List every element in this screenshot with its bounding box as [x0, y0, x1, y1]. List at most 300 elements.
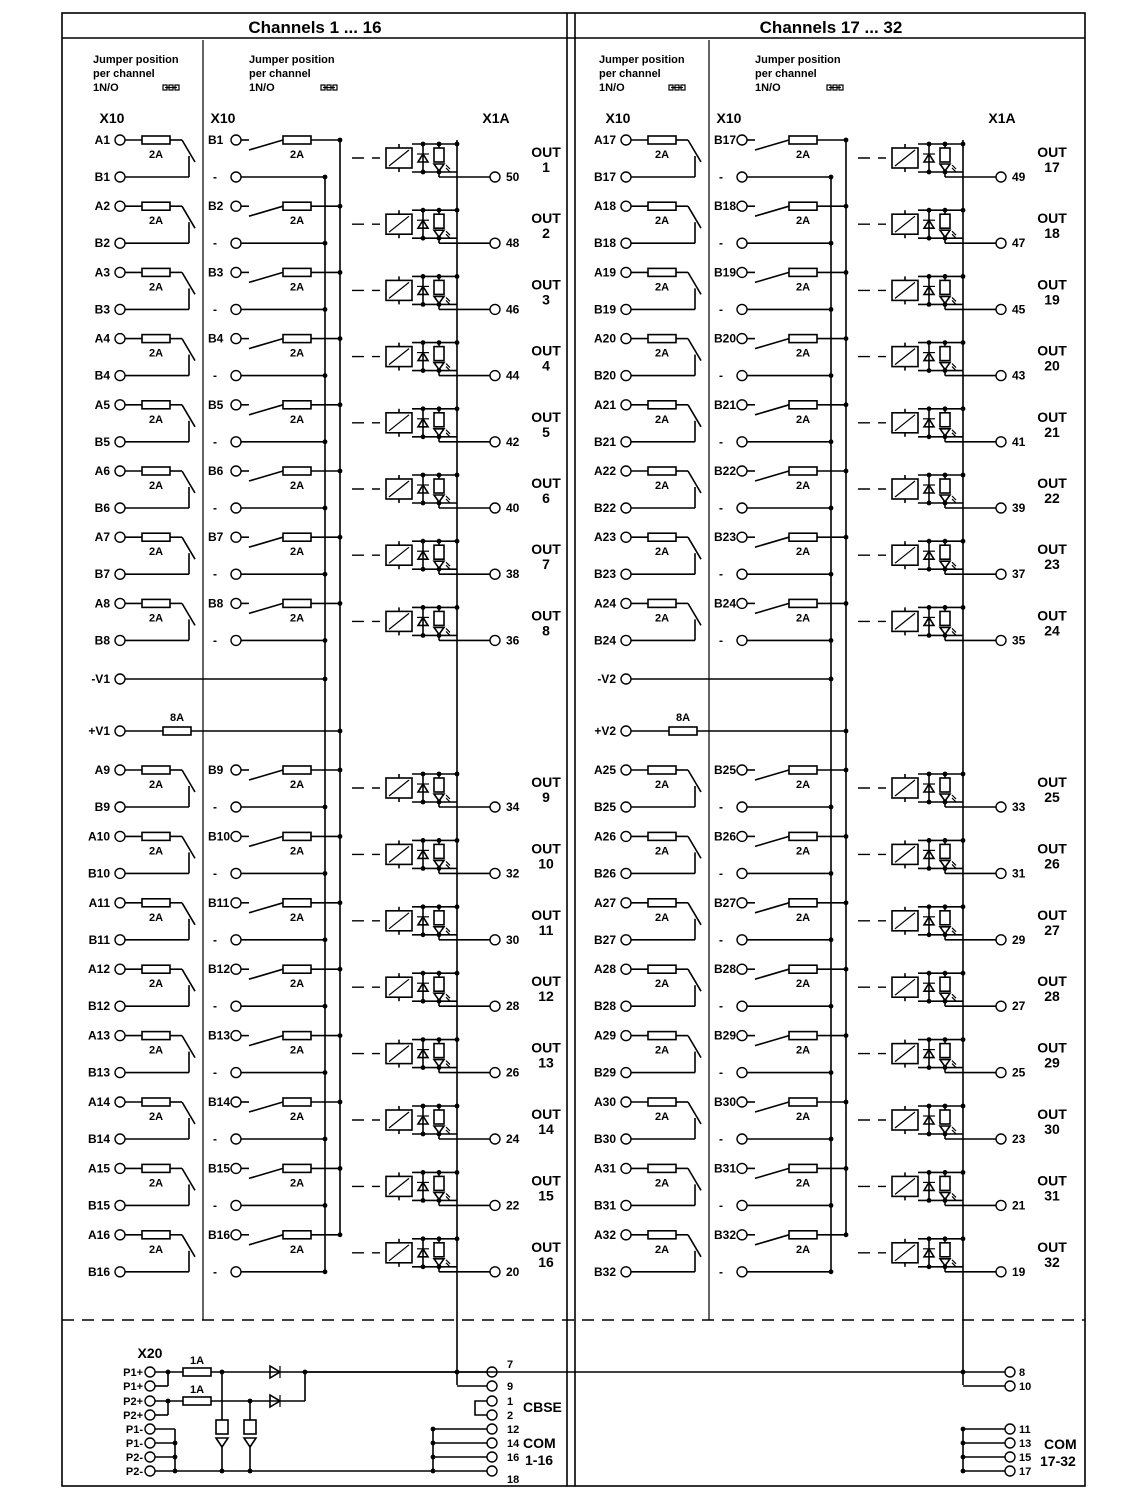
junction-dot — [431, 1455, 436, 1460]
fuse-icon — [142, 467, 170, 475]
resistor-icon — [434, 280, 444, 294]
supply-plus-label: +V2 — [594, 724, 616, 738]
terminal-label-b: B22 — [593, 501, 616, 515]
fuse-icon — [789, 268, 817, 276]
wire — [475, 1401, 487, 1415]
bottom-pin-number: 15 — [1019, 1452, 1032, 1464]
output-terminal — [996, 1001, 1006, 1011]
junction-dot — [844, 204, 849, 209]
fuse-rating: 2A — [148, 978, 164, 991]
terminal-b — [231, 898, 241, 908]
junction-dot — [166, 1399, 171, 1404]
terminal-b — [737, 1031, 747, 1041]
junction-dot — [455, 406, 460, 411]
junction-dot — [338, 535, 343, 540]
terminal-a — [115, 532, 125, 542]
junction-dot — [338, 1100, 343, 1105]
jumper-switch — [249, 1036, 283, 1046]
terminal-b — [115, 802, 125, 812]
terminal-b — [115, 1001, 125, 1011]
output-pin-number: 27 — [1012, 999, 1026, 1014]
junction-dot — [927, 633, 932, 638]
junction-dot — [829, 1070, 834, 1075]
output-terminal — [490, 635, 500, 645]
fuse-rating: 2A — [795, 779, 811, 791]
output-pin-number: 50 — [506, 170, 520, 184]
terminal-label-blank: - — [719, 1264, 723, 1279]
output-channel-number: 28 — [1044, 988, 1060, 1005]
junction-dot — [927, 1037, 932, 1042]
jumper-switch — [249, 471, 283, 481]
output-label: OUT — [531, 342, 561, 359]
terminal-b — [737, 532, 747, 542]
terminal-label-b: B24 — [593, 633, 616, 648]
junction-dot — [437, 142, 442, 147]
resistor-icon — [434, 611, 444, 625]
junction-dot — [421, 368, 426, 373]
junction-dot — [421, 999, 426, 1004]
terminal-label-b: B26 — [593, 866, 616, 881]
terminal-blank — [737, 935, 747, 945]
jumper-switch — [249, 836, 283, 846]
output-label: OUT — [1037, 276, 1067, 293]
resistor-icon — [434, 347, 444, 361]
terminal-label-blank: - — [213, 1198, 217, 1213]
resistor-icon — [940, 280, 950, 294]
output-pin-number: 47 — [1012, 236, 1026, 251]
relay-coil-icon — [389, 1178, 409, 1194]
jumper-switch — [755, 836, 789, 846]
terminal-b — [621, 172, 631, 182]
fuse-rating: 2A — [289, 845, 305, 858]
terminal-b — [737, 1163, 747, 1173]
terminal-a — [115, 400, 125, 410]
bottom-pin-number: 9 — [507, 1381, 514, 1393]
resistor-icon — [434, 214, 444, 228]
junction-dot — [844, 967, 849, 972]
jumper-note: per channel — [93, 68, 155, 80]
terminal-label-b: B13 — [87, 1065, 110, 1080]
output-pin-number: 44 — [506, 368, 520, 383]
header-title-left: Channels 1 ... 16 — [248, 18, 382, 37]
output-label: OUT — [1037, 840, 1067, 857]
terminal-label-a: A13 — [87, 1028, 110, 1043]
output-pin-number: 32 — [506, 866, 520, 881]
fuse-icon — [648, 136, 676, 144]
jumper-switch — [755, 140, 789, 150]
junction-dot — [220, 1370, 225, 1375]
fuse-rating: 2A — [795, 215, 811, 228]
resistor-icon — [216, 1420, 228, 1434]
junction-dot — [844, 270, 849, 275]
terminal-label-a: A21 — [593, 397, 616, 412]
jumper-switch — [249, 1102, 283, 1112]
output-terminal — [490, 503, 500, 513]
terminal-b — [737, 267, 747, 277]
output-pin-number: 49 — [1012, 170, 1026, 184]
fuse-icon — [648, 766, 676, 774]
fuse-rating: 2A — [795, 978, 811, 991]
terminal-label-b: B32 — [593, 1264, 616, 1279]
terminal-b — [231, 1230, 241, 1240]
output-label: OUT — [1037, 1172, 1067, 1189]
fuse-rating: 2A — [654, 281, 670, 294]
terminal-b — [231, 400, 241, 410]
terminal-a — [621, 964, 631, 974]
jumper-note: 1N/O — [93, 82, 119, 94]
terminal-label-a: A4 — [94, 331, 110, 346]
output-channel-number: 7 — [542, 556, 550, 573]
junction-dot — [844, 729, 849, 734]
terminal-label-a: A18 — [593, 199, 616, 214]
header-title-right: Channels 17 ... 32 — [759, 18, 903, 37]
junction-dot — [943, 772, 948, 777]
terminal-label-b: B16 — [208, 1227, 231, 1242]
output-terminal — [490, 304, 500, 314]
fuse-rating: 2A — [289, 1111, 305, 1123]
output-label: OUT — [1037, 1106, 1067, 1122]
terminal-label-blank: - — [213, 932, 217, 947]
terminal-label-a: A16 — [87, 1227, 110, 1242]
junction-dot — [323, 1070, 328, 1075]
fuse-rating: 2A — [289, 612, 305, 625]
output-label: OUT — [1037, 973, 1067, 990]
terminal-b — [115, 172, 125, 182]
output-channel-number: 3 — [542, 291, 550, 308]
terminal-label-a: A25 — [593, 763, 616, 777]
terminal-a — [115, 201, 125, 211]
relay-coil-icon — [389, 1046, 409, 1062]
terminal-b — [621, 1134, 631, 1144]
terminal-blank — [737, 503, 747, 513]
bottom-pin-number: 12 — [507, 1424, 520, 1436]
output-channel-number: 31 — [1044, 1187, 1060, 1204]
x20-terminal — [145, 1466, 155, 1476]
x20-terminal-label: P2- — [125, 1466, 143, 1478]
junction-dot — [829, 1137, 834, 1142]
bottom-terminal — [487, 1381, 497, 1391]
terminal-blank — [737, 1001, 747, 1011]
terminal-b — [231, 1031, 241, 1041]
fuse-rating: 2A — [148, 149, 164, 161]
fuse-icon — [648, 268, 676, 276]
junction-dot — [943, 1037, 948, 1042]
junction-dot — [455, 904, 460, 909]
junction-dot — [961, 772, 966, 777]
relay-coil-icon — [895, 1245, 915, 1261]
fuse-rating: 2A — [654, 413, 670, 426]
junction-dot — [844, 1100, 849, 1105]
relay-coil-icon — [389, 481, 409, 497]
terminal-a — [621, 765, 631, 775]
output-pin-number: 21 — [1012, 1198, 1026, 1213]
x20-terminal-label: P1+ — [123, 1367, 143, 1379]
terminal-label-b: B8 — [208, 596, 224, 611]
fuse-icon — [789, 1032, 817, 1040]
terminal-label-a: A14 — [87, 1095, 110, 1109]
terminal-label-b: B27 — [593, 932, 616, 947]
output-channel-number: 4 — [542, 357, 550, 374]
junction-dot — [323, 175, 328, 180]
terminal-label-blank: - — [719, 1065, 723, 1080]
junction-dot — [927, 406, 932, 411]
bottom-pin-number: 1 — [507, 1396, 514, 1408]
terminal-a — [621, 831, 631, 841]
output-label: OUT — [1037, 210, 1067, 227]
terminal-label-b: B23 — [593, 567, 616, 582]
fuse-rating: 2A — [795, 1111, 811, 1123]
output-pin-number: 31 — [1012, 866, 1026, 881]
output-channel-number: 2 — [542, 225, 550, 242]
terminal-label-b: B8 — [94, 633, 110, 648]
com-label: 1-16 — [525, 1452, 554, 1468]
terminal-label-a: A11 — [88, 895, 110, 910]
output-channel-number: 6 — [542, 490, 550, 506]
connector-label-x1a: X1A — [482, 110, 510, 126]
fuse-icon — [142, 832, 170, 840]
resistor-icon — [434, 1176, 444, 1190]
terminal-label-b: B24 — [714, 596, 737, 611]
output-label: OUT — [1037, 144, 1067, 160]
output-label: OUT — [531, 774, 561, 790]
relay-coil-icon — [895, 979, 915, 995]
output-terminal — [996, 1134, 1006, 1144]
terminal-b — [231, 334, 241, 344]
output-terminal — [490, 1267, 500, 1277]
fuse-icon — [648, 401, 676, 409]
x20-terminal-label: P1- — [125, 1424, 143, 1436]
output-label: OUT — [531, 210, 561, 227]
terminal-label-b: B26 — [714, 829, 737, 844]
terminal-b — [621, 635, 631, 645]
junction-dot — [437, 274, 442, 279]
terminal-label-a: A15 — [87, 1161, 110, 1176]
output-terminal — [996, 569, 1006, 579]
output-label: OUT — [1037, 1238, 1067, 1255]
resistor-icon — [434, 911, 444, 925]
terminal-label-blank: - — [719, 501, 723, 515]
junction-dot — [437, 406, 442, 411]
resistor-icon — [434, 1044, 444, 1058]
terminal-label-b: B16 — [87, 1264, 110, 1279]
resistor-icon — [940, 214, 950, 228]
fuse-icon — [183, 1368, 211, 1376]
connector-label-x10: X10 — [99, 110, 125, 126]
junction-dot — [431, 1441, 436, 1446]
junction-dot — [421, 236, 426, 241]
fuse-rating: 1A — [189, 1384, 205, 1396]
fuse-rating: 2A — [654, 1044, 670, 1057]
fuse-icon — [648, 335, 676, 343]
fuse-rating: 2A — [654, 480, 670, 492]
relay-coil-icon — [895, 1046, 915, 1062]
output-pin-number: 33 — [1012, 800, 1026, 814]
terminal-label-b: B6 — [94, 501, 110, 515]
junction-dot — [829, 175, 834, 180]
terminal-a — [115, 1031, 125, 1041]
terminal-blank — [737, 569, 747, 579]
junction-dot — [437, 904, 442, 909]
output-channel-number: 23 — [1044, 556, 1060, 573]
output-channel-number: 9 — [542, 789, 550, 805]
junction-dot — [943, 473, 948, 478]
jumper-switch — [755, 1102, 789, 1112]
junction-dot — [323, 373, 328, 378]
junction-dot — [829, 1203, 834, 1208]
terminal-label-b: B5 — [208, 397, 224, 412]
junction-dot — [421, 800, 426, 805]
fuse-icon — [142, 899, 170, 907]
resistor-icon — [940, 611, 950, 625]
terminal-a — [621, 1163, 631, 1173]
output-pin-number: 22 — [506, 1198, 520, 1213]
fuse-rating: 2A — [795, 1243, 811, 1256]
jumper-switch — [755, 903, 789, 913]
fuse-rating: 2A — [289, 1044, 305, 1057]
output-terminal — [996, 304, 1006, 314]
x20-terminal-label: P1- — [125, 1438, 143, 1450]
bottom-terminal — [1005, 1424, 1015, 1434]
junction-dot — [455, 1170, 460, 1175]
output-channel-number: 27 — [1044, 921, 1060, 938]
fuse-icon — [648, 599, 676, 607]
com-label: COM — [1044, 1436, 1077, 1452]
bottom-pin-number: 10 — [1019, 1381, 1032, 1393]
terminal-b — [621, 371, 631, 381]
fuse-rating: 8A — [169, 712, 185, 724]
resistor-icon — [434, 148, 444, 162]
terminal-label-blank: - — [719, 434, 723, 449]
junction-dot — [927, 605, 932, 610]
jumper-switch — [755, 339, 789, 349]
junction-dot — [961, 1455, 966, 1460]
output-terminal — [490, 1200, 500, 1210]
terminal-label-b: B9 — [208, 763, 224, 777]
output-pin-number: 30 — [506, 932, 520, 947]
output-label: OUT — [1037, 475, 1067, 491]
junction-dot — [455, 772, 460, 777]
junction-dot — [323, 1004, 328, 1009]
output-terminal — [996, 371, 1006, 381]
junction-dot — [844, 402, 849, 407]
terminal-blank — [737, 1134, 747, 1144]
terminal-a — [115, 598, 125, 608]
power-supply-block — [123, 1345, 1077, 1486]
terminal-a — [115, 466, 125, 476]
terminal-a — [115, 831, 125, 841]
junction-dot — [421, 539, 426, 544]
fuse-rating: 2A — [654, 1177, 670, 1190]
output-channel-number: 11 — [538, 921, 554, 938]
bottom-pin-number: 16 — [507, 1452, 520, 1464]
terminal-label-a: A23 — [593, 530, 616, 545]
terminal-label-blank: - — [719, 633, 723, 648]
jumper-note: 1N/O — [249, 82, 275, 94]
terminal-b — [621, 238, 631, 248]
fuse-rating: 2A — [654, 546, 670, 559]
junction-dot — [455, 539, 460, 544]
junction-dot — [961, 208, 966, 213]
fuse-icon — [283, 533, 311, 541]
junction-dot — [421, 142, 426, 147]
fuse-icon — [283, 766, 311, 774]
junction-dot — [943, 340, 948, 345]
junction-dot — [961, 274, 966, 279]
junction-dot — [421, 971, 426, 976]
terminal-label-blank: - — [213, 567, 217, 582]
terminal-label-blank: - — [213, 302, 217, 317]
terminal-blank — [231, 1200, 241, 1210]
bottom-terminal — [487, 1396, 497, 1406]
jumper-switch — [249, 140, 283, 150]
fuse-rating: 8A — [675, 712, 691, 724]
terminal-b — [737, 1097, 747, 1107]
junction-dot — [943, 838, 948, 843]
junction-dot — [421, 406, 426, 411]
terminal-b — [737, 135, 747, 145]
terminal-b — [621, 304, 631, 314]
junction-dot — [927, 866, 932, 871]
terminal-blank — [231, 1001, 241, 1011]
junction-dot — [961, 1427, 966, 1432]
output-terminal — [490, 935, 500, 945]
jumper-switch — [249, 969, 283, 979]
fuse-icon — [789, 533, 817, 541]
junction-dot — [173, 1455, 178, 1460]
junction-dot — [323, 871, 328, 876]
terminal-label-b: B1 — [208, 133, 224, 147]
junction-dot — [961, 1236, 966, 1241]
junction-dot — [437, 208, 442, 213]
bottom-pin-number: 11 — [1019, 1424, 1031, 1436]
terminal-label-blank: - — [213, 434, 217, 449]
terminal-label-b: B2 — [94, 236, 110, 251]
jumper-switch — [249, 1168, 283, 1178]
output-label: OUT — [1037, 607, 1067, 624]
output-channel-number: 14 — [538, 1121, 554, 1137]
com-label: COM — [523, 1435, 556, 1451]
junction-dot — [338, 601, 343, 606]
junction-dot — [844, 535, 849, 540]
output-label: OUT — [1037, 906, 1067, 923]
jumper-switch — [755, 405, 789, 415]
fuse-icon — [283, 467, 311, 475]
junction-dot — [421, 302, 426, 307]
terminal-b — [737, 400, 747, 410]
junction-dot — [943, 904, 948, 909]
junction-dot — [338, 402, 343, 407]
terminal-b — [115, 437, 125, 447]
relay-coil-icon — [389, 979, 409, 995]
relay-coil-icon — [389, 216, 409, 232]
fuse-rating: 2A — [148, 1243, 164, 1256]
junction-dot — [437, 971, 442, 976]
resistor-icon — [940, 413, 950, 427]
junction-dot — [421, 501, 426, 506]
junction-dot — [323, 307, 328, 312]
output-terminal — [490, 1068, 500, 1078]
terminal-blank — [231, 172, 241, 182]
fuse-icon — [142, 202, 170, 210]
junction-dot — [421, 633, 426, 638]
fuse-icon — [283, 1098, 311, 1106]
terminal-blank — [231, 1134, 241, 1144]
junction-dot — [927, 971, 932, 976]
fuse-rating: 2A — [795, 845, 811, 858]
fuse-rating: 2A — [148, 1177, 164, 1190]
terminal-label-a: A26 — [593, 829, 616, 844]
terminal-blank — [231, 935, 241, 945]
